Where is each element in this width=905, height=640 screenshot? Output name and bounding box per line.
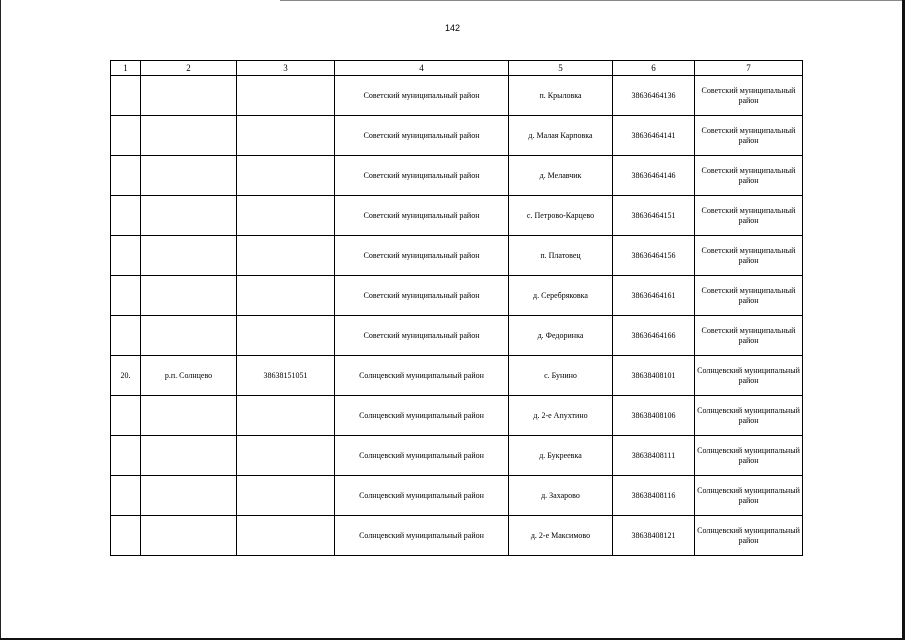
- table-cell-col-6: 38638408106: [613, 396, 695, 436]
- table-cell-col-5: д. Серебряковка: [509, 276, 613, 316]
- table-cell-col-6: 38638408101: [613, 356, 695, 396]
- table-cell-col-7: Советский муниципальный район: [695, 156, 803, 196]
- table-cell-col-1: [111, 196, 141, 236]
- table-row: [111, 396, 803, 436]
- table-cell-col-2: [141, 516, 237, 556]
- table-cell-col-4: Советский муниципальный район: [335, 116, 509, 156]
- table-cell-col-3: [237, 396, 335, 436]
- table-cell-col-4: Солнцевский муниципальный район: [335, 436, 509, 476]
- table-cell-col-1: [111, 516, 141, 556]
- table-cell-col-1: [111, 76, 141, 116]
- table-cell-col-4: Советский муниципальный район: [335, 236, 509, 276]
- column-header-4: 4: [335, 61, 509, 76]
- table-cell-col-6: 38638408121: [613, 516, 695, 556]
- table-cell-col-2: [141, 396, 237, 436]
- table-cell-col-1: [111, 236, 141, 276]
- table-cell-col-6: 38636464146: [613, 156, 695, 196]
- table-cell-col-2: [141, 316, 237, 356]
- table-cell-col-3: [237, 236, 335, 276]
- table-cell-col-1: 20.: [111, 356, 141, 396]
- table-cell-col-6: 38638408116: [613, 476, 695, 516]
- page-border-left: [0, 0, 1, 640]
- table-row: [111, 476, 803, 516]
- table-cell-col-5: п. Крыловка: [509, 76, 613, 116]
- table-cell-col-4: Советский муниципальный район: [335, 276, 509, 316]
- table-cell-col-2: р.п. Солнцево: [141, 356, 237, 396]
- page-number: 142: [444, 23, 461, 33]
- table-row: [111, 316, 803, 356]
- table-cell-col-7: Советский муниципальный район: [695, 276, 803, 316]
- table-cell-col-1: [111, 156, 141, 196]
- table-cell-col-6: 38636464156: [613, 236, 695, 276]
- table-row: [111, 436, 803, 476]
- table-cell-col-5: д. Мелавчик: [509, 156, 613, 196]
- table-cell-col-5: с. Бунино: [509, 356, 613, 396]
- table-cell-col-5: д. 2-е Апухтино: [509, 396, 613, 436]
- table-cell-col-3: [237, 196, 335, 236]
- table-cell-col-6: 38638408111: [613, 436, 695, 476]
- table-cell-col-5: д. Малая Карповка: [509, 116, 613, 156]
- table-cell-col-7: Солнцевский муниципальный район: [695, 356, 803, 396]
- table-cell-col-7: Солнцевский муниципальный район: [695, 516, 803, 556]
- table-cell-col-5: д. Букреевка: [509, 436, 613, 476]
- table-cell-col-5: д. Захарово: [509, 476, 613, 516]
- column-header-2: 2: [141, 61, 237, 76]
- table-cell-col-1: [111, 396, 141, 436]
- registry-table: [110, 60, 803, 556]
- table-cell-col-6: 38636464151: [613, 196, 695, 236]
- table-cell-col-2: [141, 196, 237, 236]
- table-row: [111, 156, 803, 196]
- table-row: [111, 116, 803, 156]
- table-cell-col-7: Советский муниципальный район: [695, 316, 803, 356]
- table-cell-col-4: Солнцевский муниципальный район: [335, 476, 509, 516]
- table-cell-col-7: Солнцевский муниципальный район: [695, 476, 803, 516]
- table-cell-col-7: Советский муниципальный район: [695, 76, 803, 116]
- table-cell-col-3: [237, 156, 335, 196]
- table-cell-col-7: Солнцевский муниципальный район: [695, 436, 803, 476]
- table-cell-col-2: [141, 476, 237, 516]
- table-cell-col-4: Советский муниципальный район: [335, 156, 509, 196]
- table-cell-col-2: [141, 236, 237, 276]
- table-cell-col-3: [237, 436, 335, 476]
- table-cell-col-1: [111, 476, 141, 516]
- header-row: [111, 61, 803, 76]
- table-cell-col-1: [111, 276, 141, 316]
- table-cell-col-4: Солнцевский муниципальный район: [335, 356, 509, 396]
- table-cell-col-3: [237, 516, 335, 556]
- table-row: [111, 76, 803, 116]
- table-cell-col-5: п. Платовец: [509, 236, 613, 276]
- table-cell-col-3: 38638151051: [237, 356, 335, 396]
- table-cell-col-4: Солнцевский муниципальный район: [335, 516, 509, 556]
- table-cell-col-1: [111, 316, 141, 356]
- table-cell-col-5: с. Петрово-Карцево: [509, 196, 613, 236]
- table-cell-col-6: 38636464166: [613, 316, 695, 356]
- table-cell-col-2: [141, 156, 237, 196]
- table-cell-col-4: Советский муниципальный район: [335, 76, 509, 116]
- table-cell-col-7: Советский муниципальный район: [695, 116, 803, 156]
- table-cell-col-6: 38636464141: [613, 116, 695, 156]
- table-cell-col-3: [237, 476, 335, 516]
- page-border-top: [280, 0, 905, 1]
- table-row: [111, 516, 803, 556]
- table-cell-col-2: [141, 76, 237, 116]
- column-header-1: 1: [111, 61, 141, 76]
- table-cell-col-1: [111, 116, 141, 156]
- table-cell-col-2: [141, 116, 237, 156]
- table-cell-col-7: Советский муниципальный район: [695, 236, 803, 276]
- table-cell-col-4: Советский муниципальный район: [335, 316, 509, 356]
- table-cell-col-6: 38636464136: [613, 76, 695, 116]
- table-row: [111, 236, 803, 276]
- table-row: [111, 196, 803, 236]
- column-header-5: 5: [509, 61, 613, 76]
- table-row: [111, 356, 803, 396]
- table-cell-col-7: Солнцевский муниципальный район: [695, 396, 803, 436]
- table-cell-col-3: [237, 316, 335, 356]
- table-cell-col-3: [237, 276, 335, 316]
- table-cell-col-4: Солнцевский муниципальный район: [335, 396, 509, 436]
- column-header-7: 7: [695, 61, 803, 76]
- table-cell-col-3: [237, 116, 335, 156]
- table-row: [111, 276, 803, 316]
- table-header: [111, 61, 803, 76]
- table-body: [111, 76, 803, 556]
- table-cell-col-2: [141, 436, 237, 476]
- table-cell-col-4: Советский муниципальный район: [335, 196, 509, 236]
- table-cell-col-5: д. 2-е Максимово: [509, 516, 613, 556]
- table-cell-col-6: 38636464161: [613, 276, 695, 316]
- table-cell-col-3: [237, 76, 335, 116]
- table-cell-col-2: [141, 276, 237, 316]
- column-header-6: 6: [613, 61, 695, 76]
- table-cell-col-5: д. Федоринка: [509, 316, 613, 356]
- table-cell-col-1: [111, 436, 141, 476]
- column-header-3: 3: [237, 61, 335, 76]
- table-cell-col-7: Советский муниципальный район: [695, 196, 803, 236]
